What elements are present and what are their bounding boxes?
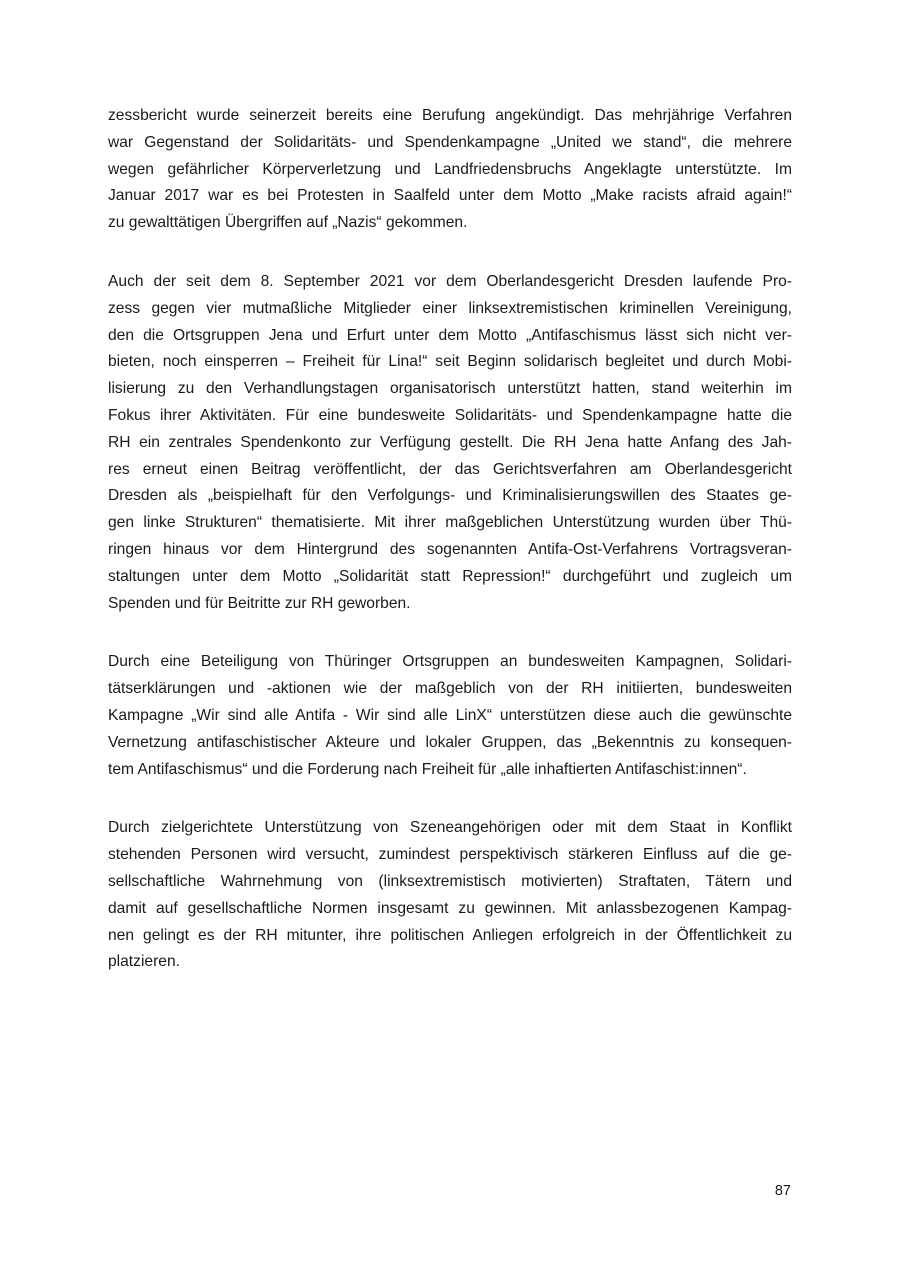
paragraph-3 [108,649,792,783]
text-line: stehenden Personen wird versucht, zumindest perspektivisch stärkeren Einfluss auf die ge- [108,846,792,864]
text-line: platzieren. [108,953,180,971]
text-line: RH ein zentrales Spendenkonto zur Verfügung gestellt. Die RH Jena hatte Anfang des Jah- [108,433,792,451]
paragraph-1 [108,103,792,237]
paragraph-4 [108,815,792,976]
document-body [108,103,792,1008]
text-line: Durch eine Beteiligung von Thüringer Ortsgruppen an bundesweiten Kampagnen, Solidari- [108,653,792,671]
text-line: gen linke Strukturen“ thematisierte. Mit ihrer maßgeblichen Unterstützung wurden über Thü- [108,514,792,532]
text-line: Durch zielgerichtete Unterstützung von Szeneangehörigen oder mit dem Staat in Konflikt [108,819,792,837]
text-line: war Gegenstand der Solidaritäts- und Spendenkampagne „United we stand“, die mehrere [108,133,792,151]
text-line: Vernetzung antifaschistischer Akteure und lokaler Gruppen, das „Bekenntnis zu konsequen- [108,733,792,751]
text-line: wegen gefährlicher Körperverletzung und Landfriedensbruchs Angeklagte unterstützte. Im [108,160,792,178]
text-line: damit auf gesellschaftliche Normen insgesamt zu gewinnen. Mit anlassbezogenen Kampag- [108,899,792,917]
text-line: tem Antifaschismus“ und die Forderung nach Freiheit für „alle inhaftierten Antifaschist:innen“. [108,760,747,778]
text-line: nen gelingt es der RH mitunter, ihre politischen Anliegen erfolgreich in der Öffentlichkeit zu [108,926,792,944]
page-number: 87 [774,1183,791,1199]
text-line: sellschaftliche Wahrnehmung von (linksextremistisch motivierten) Straftaten, Tätern und [108,872,792,890]
text-line: Dresden als „beispielhaft für den Verfolgungs- und Kriminalisierungswillen des Staates ge- [108,487,792,505]
text-line: zessbericht wurde seinerzeit bereits eine Berufung angekündigt. Das mehrjährige Verfahren [108,107,792,124]
text-line: bieten, noch einsperren – Freiheit für Lina!“ seit Beginn solidarisch begleitet und durch Mobi- [108,353,792,371]
paragraph-2 [108,269,792,617]
text-line: zess gegen vier mutmaßliche Mitglieder einer linksextremistischen kriminellen Vereinigung, [108,299,792,317]
text-line: Januar 2017 war es bei Protesten in Saalfeld unter dem Motto „Make racists afraid again!“ [108,187,792,205]
text-line: zu gewalttätigen Übergriffen auf „Nazis“ gekommen. [108,214,468,232]
text-line: Kampagne „Wir sind alle Antifa - Wir sind alle LinX“ unterstützen diese auch die gewünschte [108,706,792,724]
text-line: tätserklärungen und -aktionen wie der maßgeblich von der RH initiierten, bundesweiten [108,680,792,698]
text-line: Spenden und für Beitritte zur RH geworben. [108,594,411,612]
text-line: den die Ortsgruppen Jena und Erfurt unter dem Motto „Antifaschismus lässt sich nicht ver- [108,326,792,344]
text-line: lisierung zu den Verhandlungstagen organisatorisch unterstützt hatten, stand weiterhin im [108,380,792,398]
text-line: ringen hinaus vor dem Hintergrund des sogenannten Antifa-Ost-Verfahrens Vortragsveran- [108,540,792,558]
text-line: Auch der seit dem 8. September 2021 vor dem Oberlandesgericht Dresden laufende Pro- [108,272,792,290]
text-line: res erneut einen Beitrag veröffentlicht, der das Gerichtsverfahren am Oberlandesgericht [108,460,792,478]
text-line: staltungen unter dem Motto „Solidarität statt Repression!“ durchgeführt und zugleich um [108,567,792,585]
text-line: Fokus ihrer Aktivitäten. Für eine bundesweite Solidaritäts- und Spendenkampagne hatte die [108,406,792,424]
